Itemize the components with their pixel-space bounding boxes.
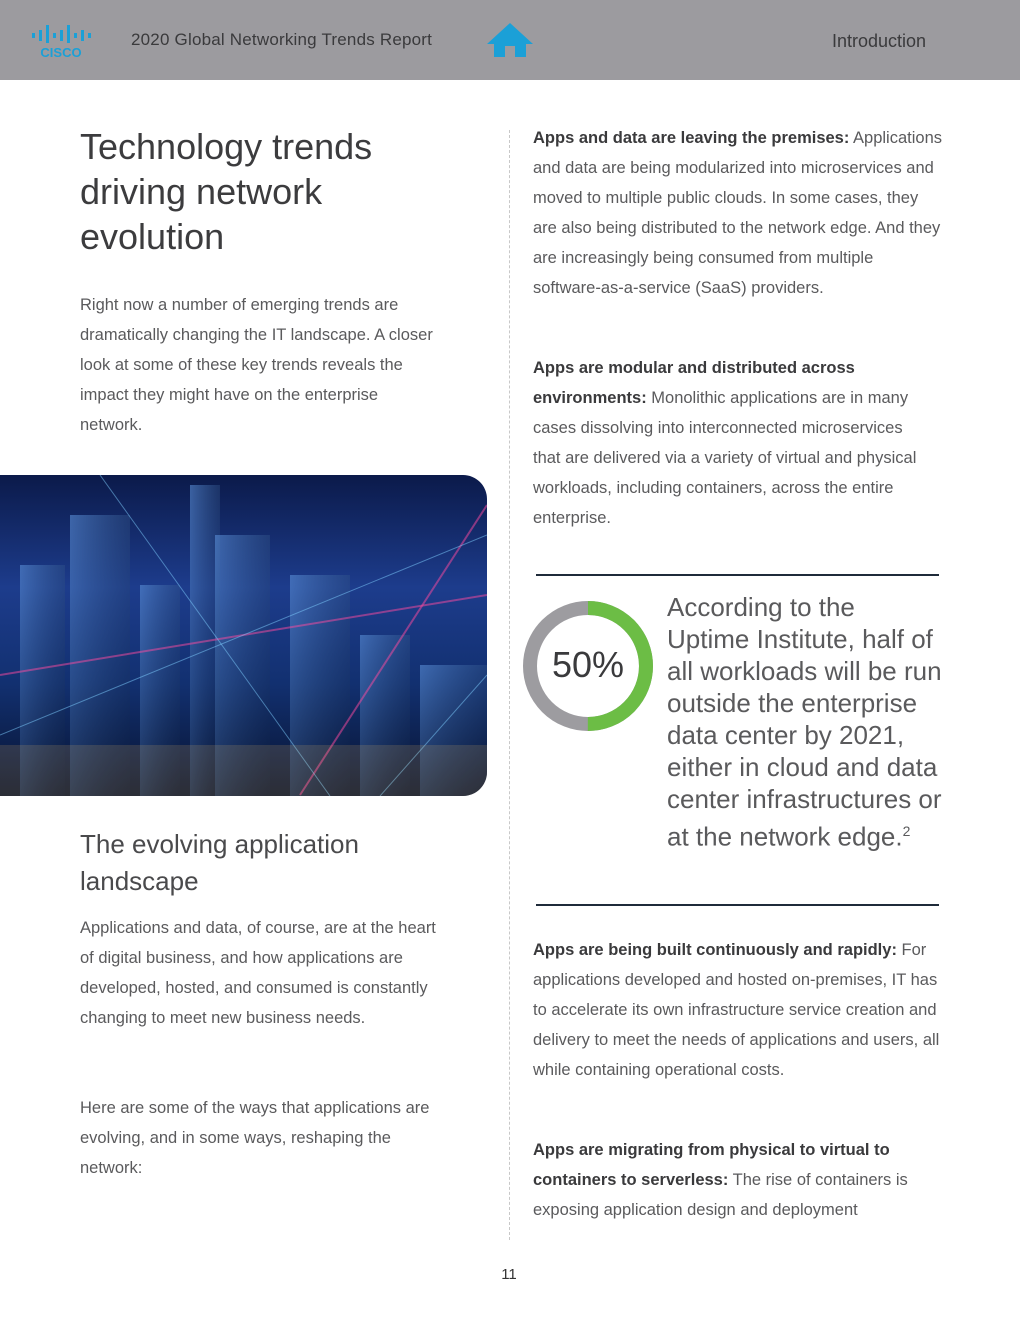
trend-item — [533, 935, 943, 1085]
city-network-image — [0, 475, 487, 796]
stat-value: 50% — [551, 644, 625, 685]
cisco-logo[interactable] — [30, 24, 92, 58]
page-number: 11 — [501, 1266, 517, 1283]
trend-body: For applications developed and hosted on-premises, IT has to accelerate its own infrastructure service creation and delivery to meet the needs of applications and users, all while containing operational costs. — [533, 941, 940, 1079]
trend-lead: Apps are modular and distributed across environments: — [533, 359, 855, 407]
trend-item — [533, 1135, 943, 1225]
quote-text: According to the Uptime Institute, half of all workloads will be run outside the enterprise data center by 2021, either in cloud and data center infrastructures or at the network edge. — [667, 592, 942, 852]
column-divider — [509, 130, 510, 1240]
stat-quote — [667, 591, 942, 853]
trend-item — [533, 353, 928, 533]
page-header — [0, 0, 1020, 80]
trend-lead: Apps and data are leaving the premises: — [533, 129, 850, 147]
section-link-introduction[interactable]: Introduction — [832, 31, 927, 51]
svg-text:CISCO: CISCO — [40, 45, 82, 58]
trend-body: Monolithic applications are in many cases dissolving into interconnected microservices that are delivered via a variety of virtual and physical workloads, including containers, across the entire enterprise. — [533, 389, 917, 527]
intro-paragraph: Right now a number of emerging trends are dramatically changing the IT landscape. A closer look at some of these key trends reveals the impact they might have on the enterprise network. — [80, 296, 433, 434]
footnote-ref[interactable]: 2 — [902, 823, 911, 839]
trend-body: Applications and data are being modularized into microservices and moved to multiple public clouds. In some cases, they are also being distributed to the network edge. And they are increasingly being consumed from multiple software-as-a-service (SaaS) providers. — [533, 129, 943, 297]
divider-top — [536, 574, 939, 576]
ways-paragraph: Here are some of the ways that applications are evolving, and in some ways, reshaping the network: — [80, 1099, 430, 1177]
section-heading: The evolving application landscape — [80, 829, 359, 896]
landscape-paragraph: Applications and data, of course, are at the heart of digital business, and how applications are developed, hosted, and consumed is constantly changing to meet new business needs. — [80, 919, 436, 1027]
trend-item — [533, 123, 943, 303]
report-title: 2020 Global Networking Trends Report — [131, 30, 433, 49]
divider-bottom — [536, 904, 939, 906]
page-title: Technology trends driving network evolution — [80, 126, 373, 257]
trend-lead: Apps are being built continuously and rapidly: — [533, 941, 897, 959]
trend-lead: Apps are migrating from physical to virtual to containers to serverless: — [533, 1141, 890, 1189]
trend-body: The rise of containers is exposing application design and deployment — [533, 1171, 908, 1219]
home-icon[interactable] — [486, 22, 534, 58]
